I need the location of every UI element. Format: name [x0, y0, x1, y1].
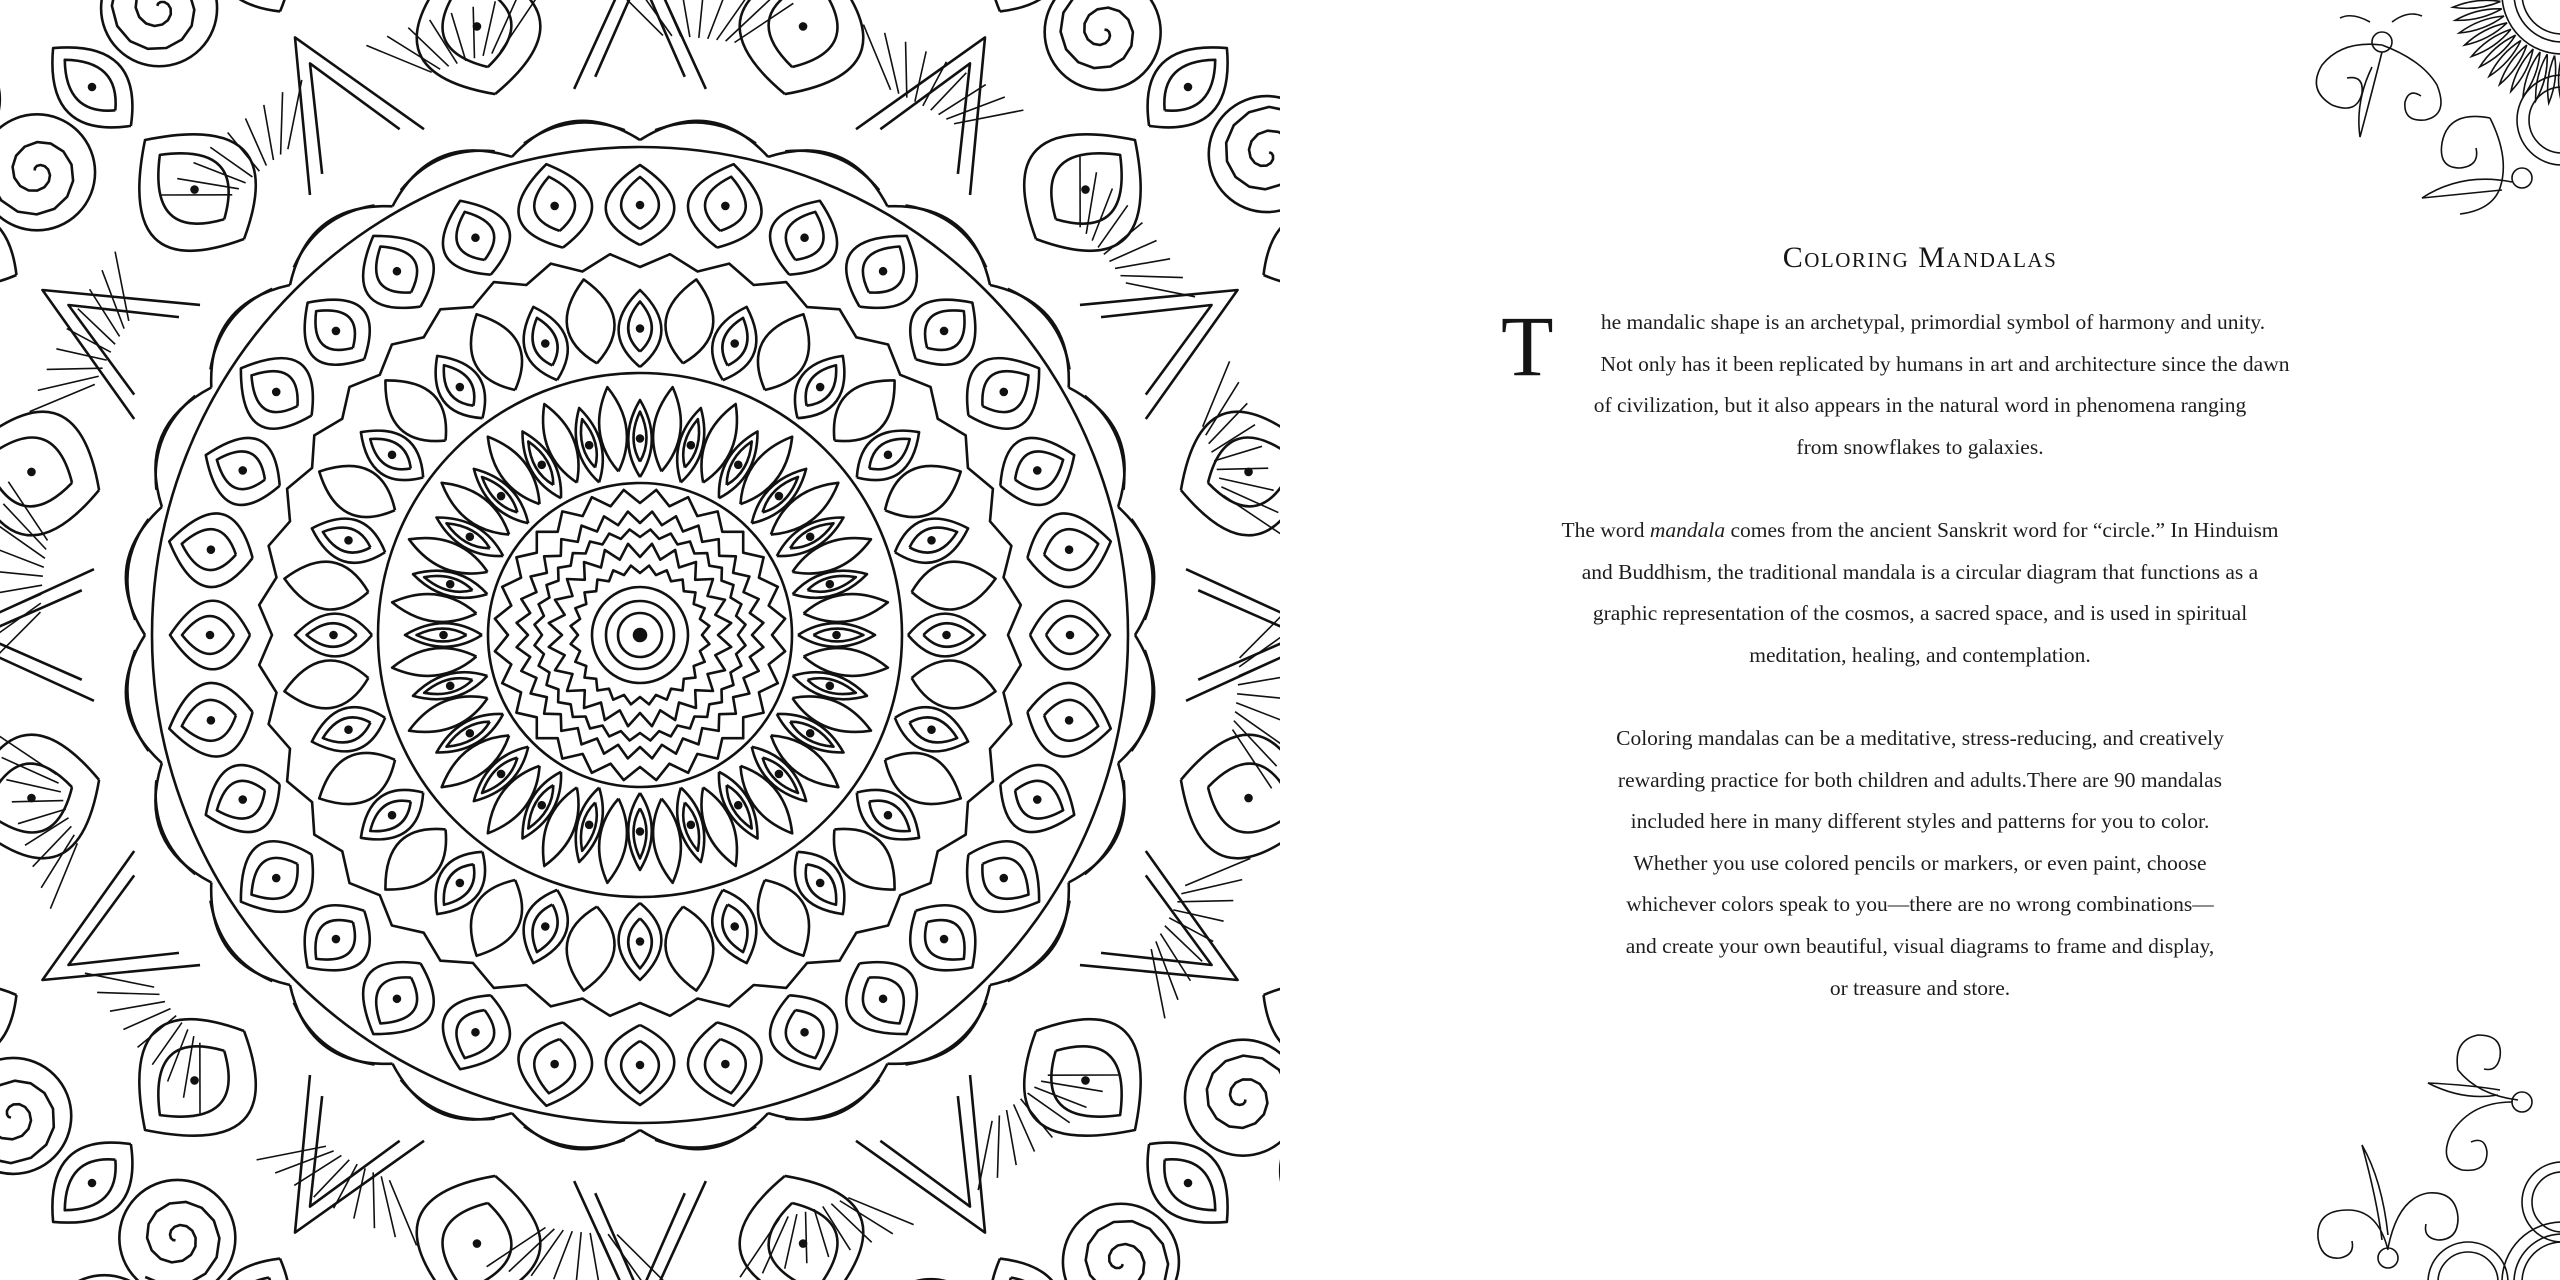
floral-corner-ornament-top-icon [2300, 0, 2560, 220]
right-page-text [1280, 0, 2560, 1280]
drop-cap: T [1501, 298, 1554, 394]
paragraph-line: meditation, healing, and contemplation. [1749, 642, 2091, 667]
paragraph-line: Whether you use colored pencils or markers, or even paint, choose [1633, 850, 2207, 875]
page-title: Coloring Mandalas [1782, 241, 2058, 274]
paragraph-line: whichever colors speak to you—there are no wrong combinations— [1626, 892, 2214, 917]
paragraph-line: Coloring mandalas can be a meditative, stress-reducing, and creatively [1616, 725, 2224, 750]
paragraph-line [1480, 510, 2360, 552]
paragraph-line: from snowflakes to galaxies. [1796, 434, 2044, 459]
text-run: comes from the ancient Sanskrit word for “circle.” In Hinduism [1725, 517, 2279, 542]
intro-text-block [1480, 236, 2360, 1051]
paragraph-line: Not only has it been replicated by humans in art and architecture since the dawn [1600, 351, 2290, 376]
paragraph-line: of civilization, but it also appears in the natural word in phenomena ranging [1593, 393, 2247, 418]
paragraph-line: graphic representation of the cosmos, a sacred space, and is used in spiritual [1592, 601, 2248, 626]
paragraph-3 [1480, 718, 2360, 1009]
paragraph-line: rewarding practice for both children and adults.There are 90 mandalas [1617, 767, 2223, 792]
paragraph-line: he mandalic shape is an archetypal, primordial symbol of harmony and unity. [1600, 310, 2266, 334]
floral-corner-ornament-bottom-icon [2300, 1020, 2560, 1280]
paragraph-line: and Buddhism, the traditional mandala is a circular diagram that functions as a [1581, 559, 2259, 584]
paragraph-line: and create your own beautiful, visual diagrams to frame and display, [1625, 933, 2215, 958]
text-run: The word [1561, 517, 1650, 542]
italic-term-mandala: mandala [1649, 517, 1726, 542]
paragraph-1 [1480, 298, 2360, 468]
paragraph-line: or treasure and store. [1829, 975, 2011, 1000]
paragraph-2 [1480, 510, 2360, 676]
paragraph-line: included here in many different styles and patterns for you to color. [1630, 809, 2210, 834]
